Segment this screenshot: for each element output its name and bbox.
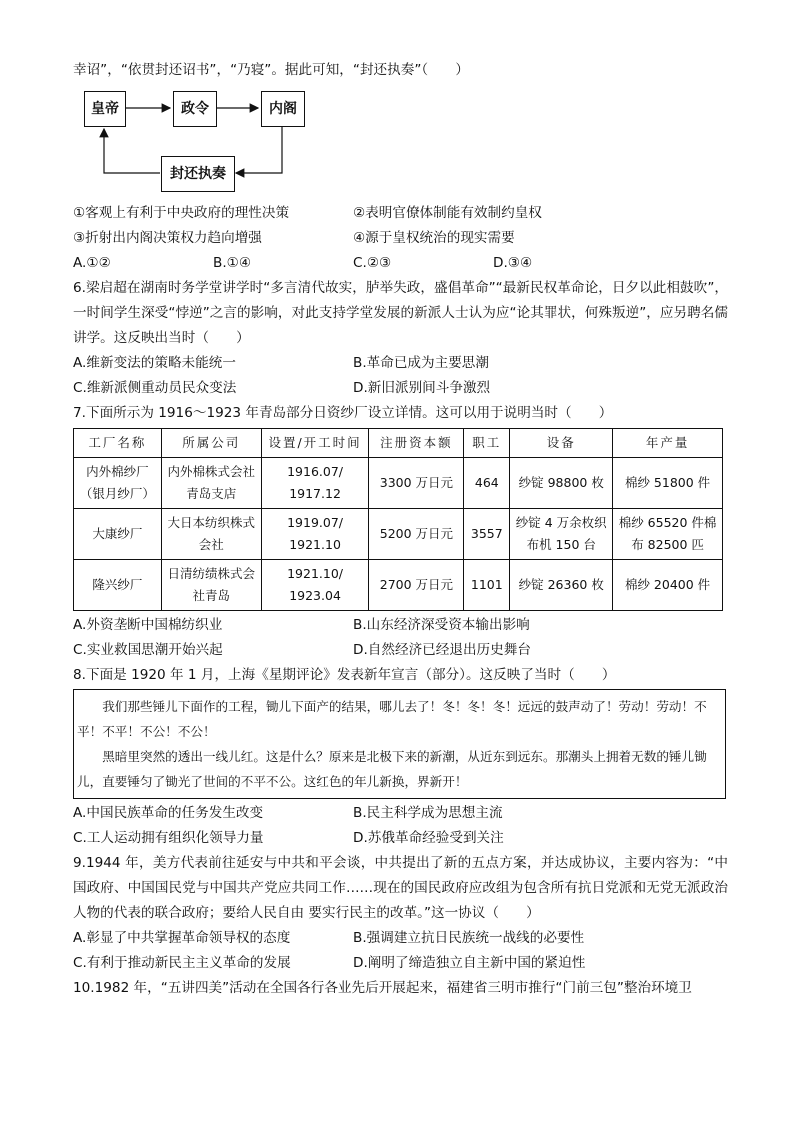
q9-choice-d: D.阐明了缔造独立自主新中国的紧迫性	[353, 955, 586, 971]
cell-equipment: 纱锭 26360 枚	[510, 560, 613, 611]
q9-choice-c: C.有利于推动新民主主义革命的发展	[73, 955, 291, 971]
cell-capital: 3300 万日元	[369, 458, 464, 509]
q5-choice-a: A.①②	[73, 255, 111, 271]
arrow-cabinet-to-return	[236, 126, 282, 173]
cell-dates: 1921.10/ 1923.04	[261, 560, 369, 611]
q6-choice-a: A.维新变法的策略未能统一	[73, 355, 236, 371]
col-header-mill: 工厂名称	[74, 429, 162, 458]
q9-choices-row-2	[73, 951, 728, 976]
q8-quote-paragraph-2: 黑暗里突然的透出一线儿红。这是什么？原来是北极下来的新潮，从近东到远东。那潮头上拥着无数的锤儿锄儿，直要锤匀了锄光了世间的不平不公。这红色的年儿新换，界新开！	[77, 749, 707, 789]
q8-choices-row-1	[73, 801, 728, 826]
q7-choices-row-2	[73, 638, 728, 663]
q8-choice-b: B.民主科学成为思想主流	[353, 805, 503, 821]
col-header-staff: 职工	[464, 429, 510, 458]
cell-equipment: 纱锭 98800 枚	[510, 458, 613, 509]
cell-mill: 隆兴纱厂	[74, 560, 162, 611]
q9-choice-a: A.彰显了中共掌握革命领导权的态度	[73, 930, 291, 946]
cell-equipment: 纱锭 4 万余枚织布机 150 台	[510, 509, 613, 560]
col-header-company: 所属公司	[161, 429, 261, 458]
cell-staff: 1101	[464, 560, 510, 611]
q5-choices	[73, 251, 728, 276]
q9-stem: 9.1944 年，美方代表前往延安与中共和平会谈，中共提出了新的五点方案，并达成协议，主要内容为：“中国政府、中国国民党与中国共产党应共同工作……现在的国民政府应改组为包含所有抗日党派和无党无派政治人物的代表的联合政府；要给人民自由 要实行民主的改革。”这一协议（ ）	[73, 855, 728, 921]
q6-choice-b: B.革命已成为主要思潮	[353, 355, 489, 371]
q5-statements-row-2	[73, 226, 728, 251]
arrow-return-to-emperor	[104, 129, 160, 173]
table-row	[74, 458, 723, 509]
q5-statement-1: ①客观上有利于中央政府的理性决策	[73, 205, 290, 221]
cell-company: 内外棉株式会社青岛支店	[161, 458, 261, 509]
q6-stem: 6.梁启超在湖南时务学堂讲学时“多言清代故实，胪举失政，盛倡革命”“最新民权革命论，日夕以此相鼓吹”，一时间学生深受“悖逆”之言的影响，对此支持学堂发展的新派人士认为应“论其罪状，何殊叛逆”，应另聘名儒讲学。这反映出当时（ ）	[73, 280, 728, 346]
q7-mill-table	[73, 428, 723, 611]
cell-capital: 2700 万日元	[369, 560, 464, 611]
q7-choices-row-1	[73, 613, 728, 638]
q8-choices-row-2	[73, 826, 728, 851]
q6-choice-c: C.维新派侧重动员民众变法	[73, 380, 237, 396]
cell-mill: 大康纱厂	[74, 509, 162, 560]
cell-dates: 1916.07/ 1917.12	[261, 458, 369, 509]
q6-choice-d: D.新旧派别间斗争激烈	[353, 380, 491, 396]
node-cabinet: 内阁	[261, 91, 305, 127]
cell-mill: 内外棉纱厂（银月纱厂）	[74, 458, 162, 509]
q8-stem: 8.下面是 1920 年 1 月，上海《星期评论》发表新年宣言（部分）。这反映了当时（ ）	[73, 667, 616, 683]
q7-choice-d: D.自然经济已经退出历史舞台	[353, 642, 531, 658]
cell-capital: 5200 万日元	[369, 509, 464, 560]
col-header-dates: 设置/开工时间	[261, 429, 369, 458]
col-header-capital: 注册资本额	[369, 429, 464, 458]
node-emperor: 皇帝	[84, 91, 126, 127]
q5-statements-row-1	[73, 201, 728, 226]
cell-company: 大日本纺织株式会社	[161, 509, 261, 560]
q8-choice-d: D.苏俄革命经验受到关注	[353, 830, 504, 846]
q5-choice-c: C.②③	[353, 255, 392, 271]
cell-staff: 464	[464, 458, 510, 509]
q7-stem: 7.下面所示为 1916～1923 年青岛部分日资纱厂设立详情。这可以用于说明当时（ ）	[73, 405, 613, 421]
col-header-equipment: 设备	[510, 429, 613, 458]
cell-output: 棉纱 51800 件	[613, 458, 723, 509]
cell-output: 棉纱 20400 件	[613, 560, 723, 611]
q5-choice-d: D.③④	[493, 255, 533, 271]
q9-choices-row-1	[73, 926, 728, 951]
q10-stem: 10.1982 年，“五讲四美”活动在全国各行各业先后开展起来，福建省三明市推行“门前三包”整治环境卫	[73, 980, 692, 996]
q5-stem-tail: 幸诏”，“依贯封还诏书”，“乃寝”。据此可知，“封还执奏”（ ）	[73, 62, 469, 78]
cell-output: 棉纱 65520 件棉布 82500 匹	[613, 509, 723, 560]
cell-dates: 1919.07/ 1921.10	[261, 509, 369, 560]
q6-choices-row-1	[73, 351, 728, 376]
q8-choice-a: A.中国民族革命的任务发生改变	[73, 805, 264, 821]
exam-page	[73, 58, 728, 1001]
q5-flow-diagram	[73, 91, 728, 201]
q7-choice-c: C.实业救国思潮开始兴起	[73, 642, 223, 658]
q5-statement-2: ②表明官僚体制能有效制约皇权	[353, 205, 542, 221]
q7-choice-b: B.山东经济深受资本输出影响	[353, 617, 530, 633]
q5-choice-b: B.①④	[213, 255, 252, 271]
table-row	[74, 560, 723, 611]
q5-statement-4: ④源于皇权统治的现实需要	[353, 230, 515, 246]
q8-quote-box	[73, 689, 726, 799]
cell-company: 日清纺绩株式会社青岛	[161, 560, 261, 611]
table-header-row	[74, 429, 723, 458]
q7-choice-a: A.外资垄断中国棉纺织业	[73, 617, 223, 633]
table-row	[74, 509, 723, 560]
q8-choice-c: C.工人运动拥有组织化领导力量	[73, 830, 264, 846]
cell-staff: 3557	[464, 509, 510, 560]
node-decree: 政令	[173, 91, 217, 127]
node-return-memorial: 封还执奏	[161, 156, 235, 192]
q8-quote-paragraph-1: 我们那些锤儿下面作的工程，锄儿下面产的结果，哪儿去了！冬！冬！冬！远远的鼓声动了！劳动！劳动！不平！不平！不公！不公！	[77, 699, 707, 739]
q9-choice-b: B.强调建立抗日民族统一战线的必要性	[353, 930, 585, 946]
col-header-output: 年产量	[613, 429, 723, 458]
q5-statement-3: ③折射出内阁决策权力趋向增强	[73, 230, 262, 246]
q6-choices-row-2	[73, 376, 728, 401]
